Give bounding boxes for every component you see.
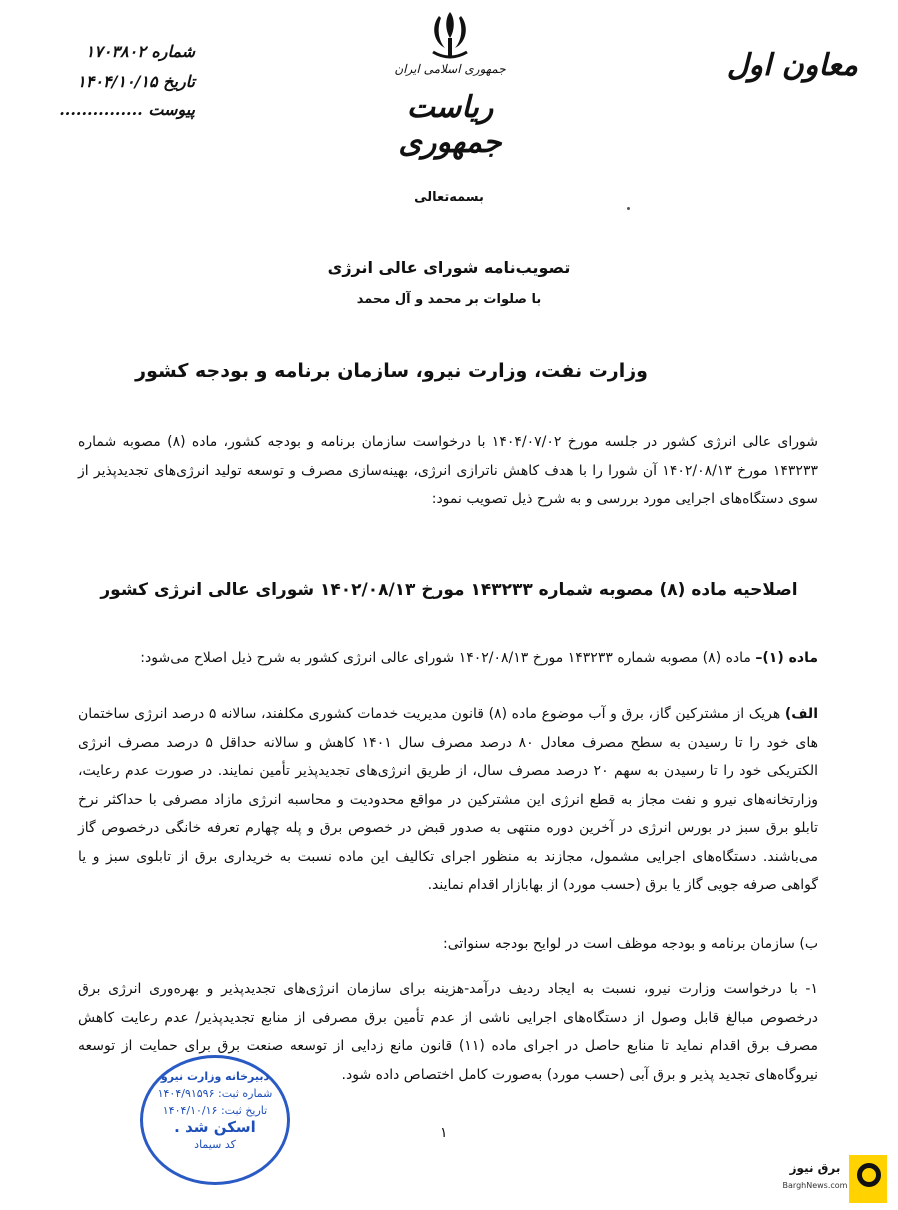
intro-paragraph: شورای عالی انرژی کشور در جلسه مورخ ۱۴۰۴/۰۷/۰۲ با درخواست سازمان برنامه و بودجه کشور، ماده (۸) مصوبه شماره ۱۴۳۲۳۳ مورخ ۱۴۰۲/۰۸/۱۳ آن شورا را با هدف کاهش ناترازی انرژی، بهینه‌سازی مصرف و توسعه تولید انرژی‌های تجدیدپذیر از سوی دستگاه‌های اجرایی مورد بررسی و به شرح ذیل تصویب نمود: xyxy=(78,434,818,507)
page-number: ۱ xyxy=(440,1125,448,1141)
article-1-text: ماده (۸) مصوبه شماره ۱۴۳۲۳۳ مورخ ۱۴۰۲/۰۸/۱۳ شورای عالی انرژی کشور به شرح ذیل اصلاح می‌شود: xyxy=(140,650,756,666)
bismillah: بسمه‌تعالی xyxy=(414,190,484,205)
registry-stamp xyxy=(140,1055,290,1185)
barghnews-logo-icon xyxy=(849,1155,887,1203)
stamp-line-5: کد سیماد xyxy=(194,1138,236,1151)
amendment-title: اصلاحیه ماده (۸) مصوبه شماره ۱۴۳۲۳۳ مورخ ۱۴۰۲/۰۸/۱۳ شورای عالی انرژی کشور xyxy=(100,580,798,600)
document-heading: تصویب‌نامه شورای عالی انرژی xyxy=(327,258,571,277)
watermark-url: BarghNews.com xyxy=(782,1181,848,1190)
recipients: وزارت نفت، وزارت نیرو، سازمان برنامه و بودجه کشور xyxy=(135,360,648,382)
clause-be-item-1: ۱- با درخواست وزارت نیرو، نسبت به ایجاد ردیف درآمد-هزینه برای سازمان انرژی‌های تجدیدپذیر و بهره‌وری انرژی برق درخصوص مبالغ قابل وصول از دستگاه‌های اجرایی ناشی از عدم تأمین برق مصرفی از منابع تجدیدپذیر/ عدم رعایت کاهش مصرف برق اقدام نماید تا منابع حاصل در اجرای ماده (۱۱) قانون مانع زدایی از توسعه صنعت برق برای حمایت از توسعه نیروگاه‌های تجدید پذیر و برق آبی (حسب مورد) به‌صورت کامل اختصاص داده شود. xyxy=(78,981,818,1083)
letter-date: تاریخ ۱۴۰۴/۱۰/۱۵ xyxy=(77,72,195,91)
clause-alef-text: هریک از مشترکین گاز، برق و آب موضوع ماده (۸) قانون مدیریت خدمات کشوری مکلفند، سالانه ۵ درصد انرژی ساختمان های خود را تا رسیدن به سطح مصرف معادل ۸۰ درصد مصرف سال ۱۴۰۱ کاهش و سالانه حداقل ۵ درصد مصرف انرژی الکتریکی خود را تا رسیدن به سهم ۲۰ درصد مصرف سال، از طریق انرژی‌های تجدیدپذیر تأمین نمایند. در صورت عدم رعایت، وزارتخانه‌های نیرو و نفت مجاز به قطع انرژی این مشترکین در مواقع محدودیت و محاسبه انرژی مازاد مصرفی با حداکثر نرخ تابلو برق سبز در بورس انرژی در آخرین دوره منتهی به صدور قبض در خصوص برق و پله چهارم تعرفه خانگی درخصوص گاز می‌باشند. دستگاه‌های اجرایی مشمول، مجازند به منظور اجرای تکالیف این ماده نسبت به خریداری برق از تابلوی سبز و یا گواهی صرفه جویی گاز یا برق (حسب مورد) از بهابازار اقدام نمایند. xyxy=(78,706,819,893)
barghnews-watermark xyxy=(775,1155,887,1203)
speck xyxy=(627,207,630,210)
clause-alef xyxy=(78,700,818,900)
stamp-line-1: دبیرخانه وزارت نیرو xyxy=(160,1070,270,1083)
letter-attachment: پیوست ............... xyxy=(59,100,195,119)
article-1-label: ماده (۱)– xyxy=(755,650,818,666)
letter-number: شماره ۱۷۰۳۸۰۲ xyxy=(85,42,195,61)
stamp-line-3: تاریخ ثبت: ۱۴۰۴/۱۰/۱۶ xyxy=(162,1104,268,1117)
org-title: ریاست جمهوری xyxy=(398,90,502,160)
clause-be: ب) سازمان برنامه و بودجه موظف است در لوایح بودجه سنواتی: xyxy=(443,936,818,952)
watermark-brand: برق نیوز xyxy=(789,1161,841,1175)
org-subtitle: جمهوری اسلامی ایران xyxy=(394,62,506,76)
salavat-line: با صلوات بر محمد و آل محمد xyxy=(356,292,542,307)
clause-alef-label: الف) xyxy=(784,706,818,722)
article-1 xyxy=(78,644,818,673)
iran-emblem-icon xyxy=(425,8,475,62)
office-title: معاون اول xyxy=(726,48,858,83)
stamp-line-2: شماره ثبت: ۱۴۰۴/۹۱۵۹۶ xyxy=(157,1087,273,1100)
stamp-line-4: اسکن شد . xyxy=(174,1118,256,1136)
